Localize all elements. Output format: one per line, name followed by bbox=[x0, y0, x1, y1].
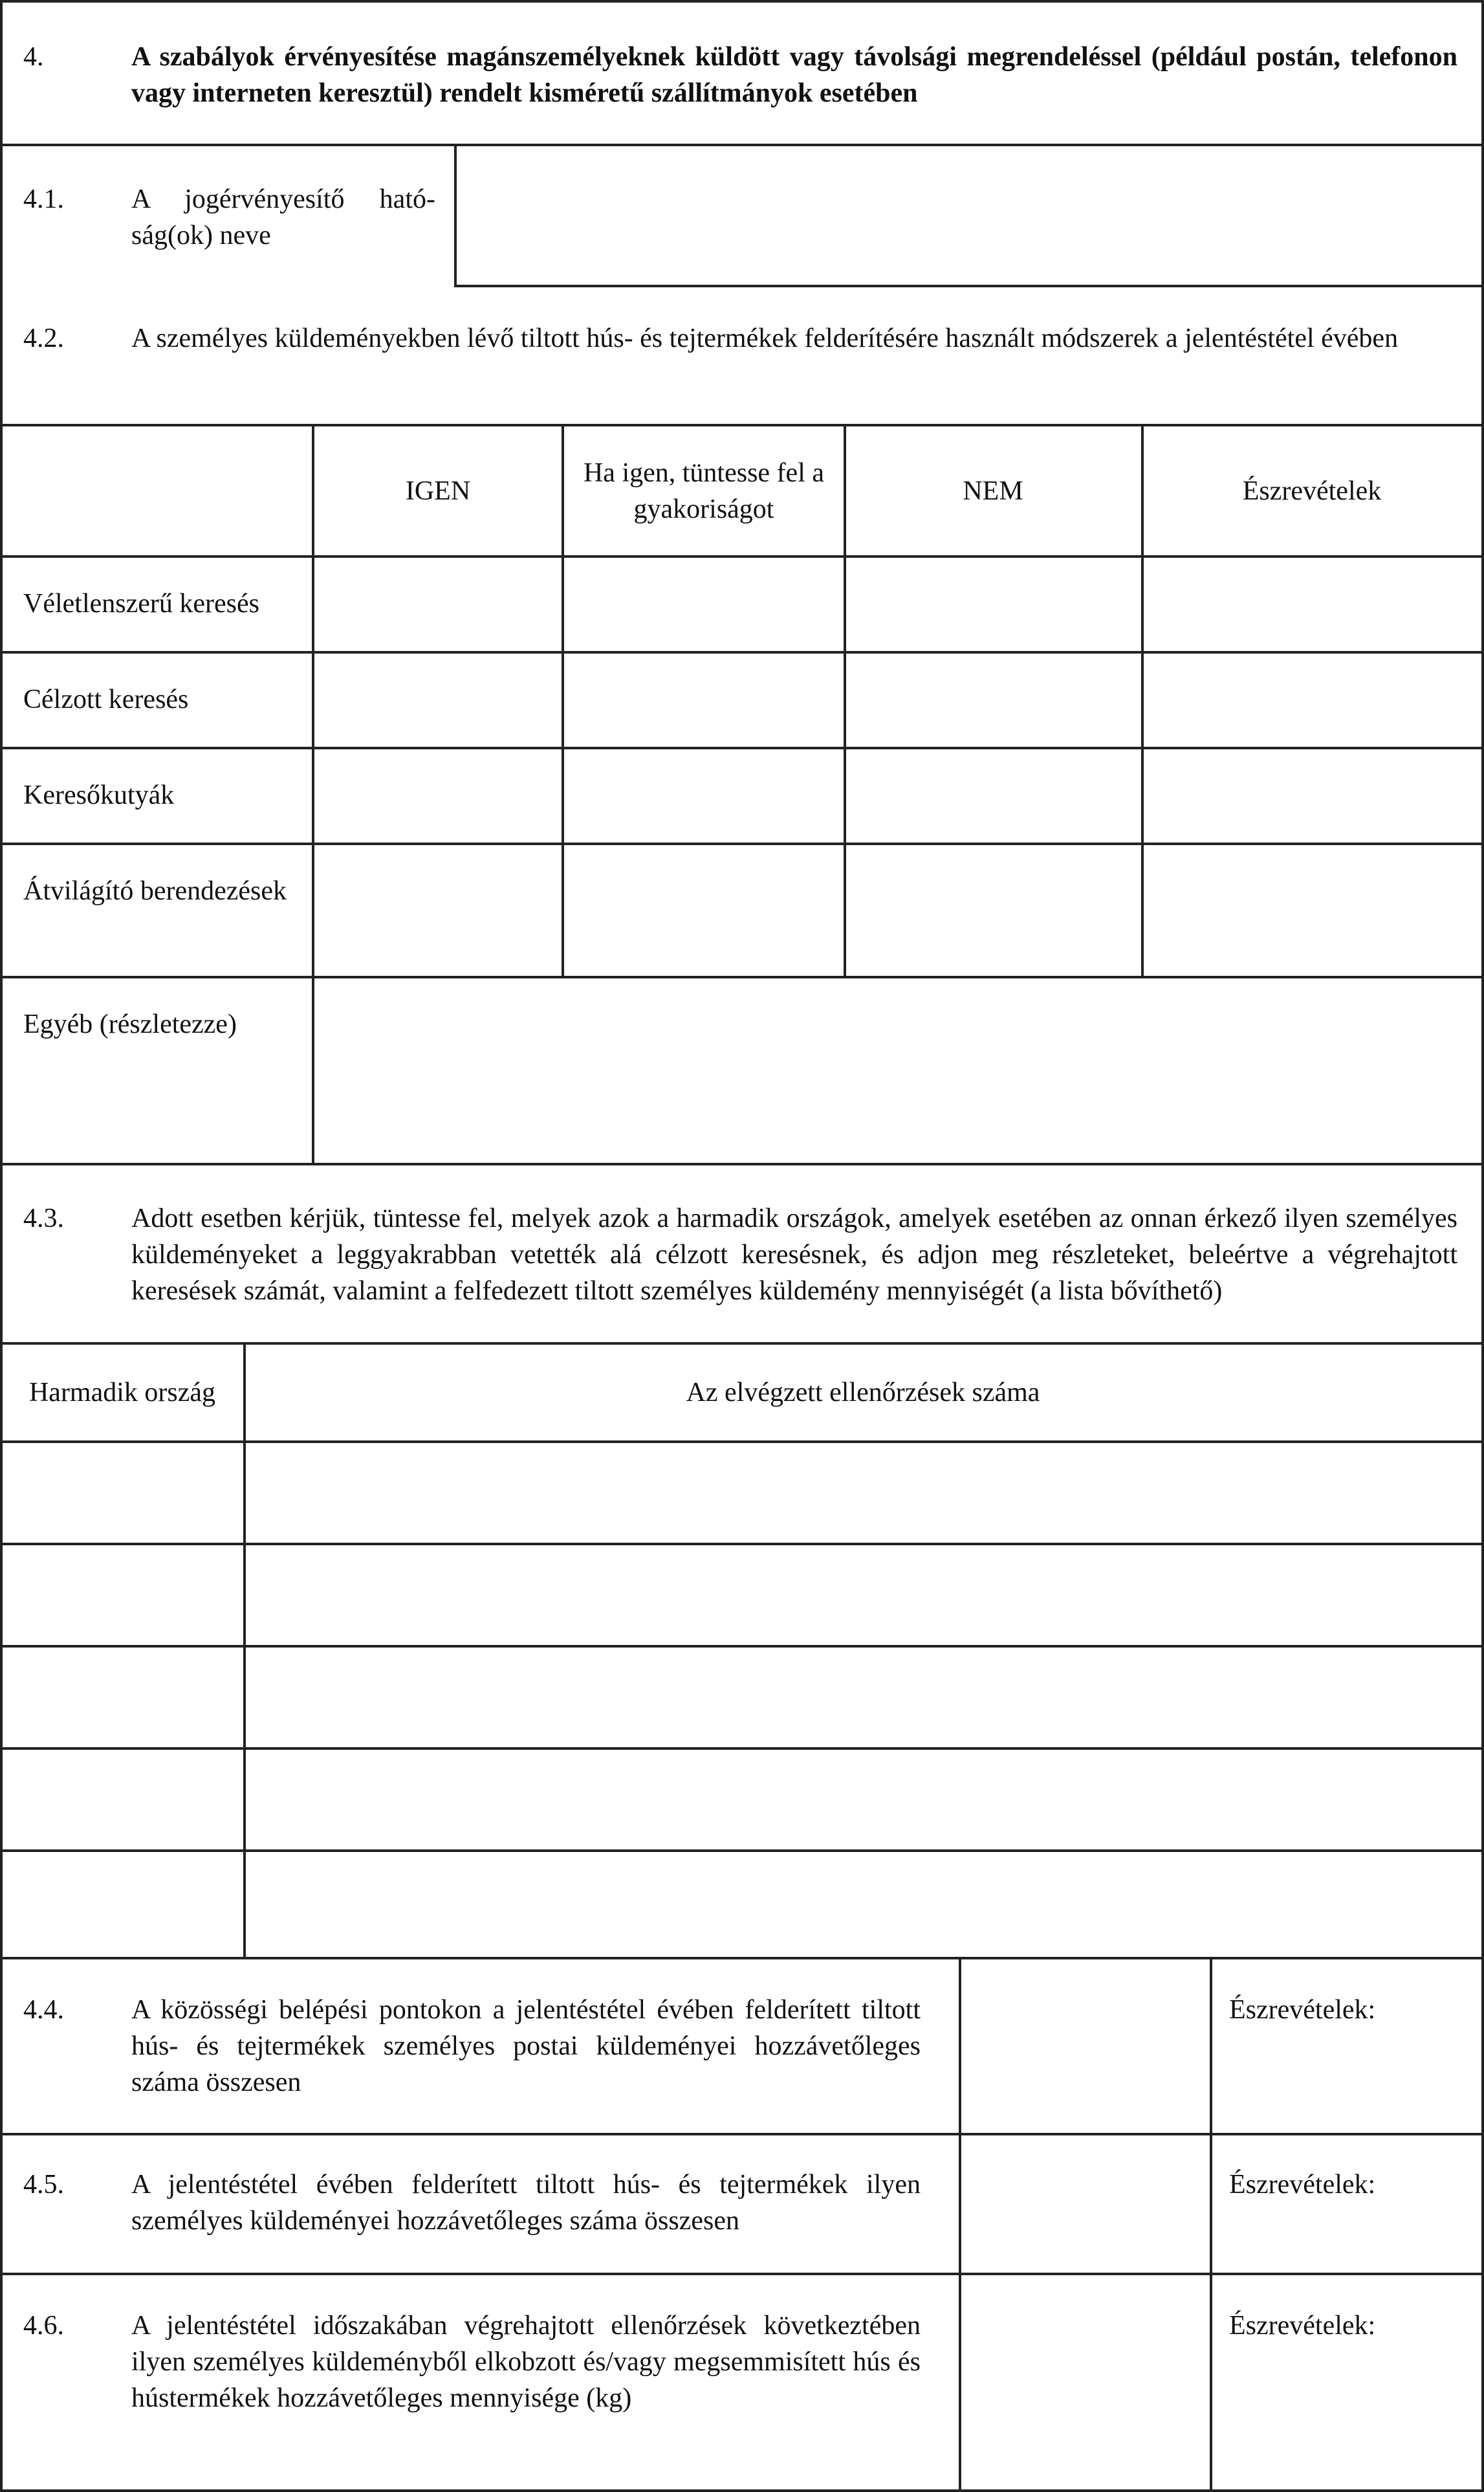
country-cell-2[interactable] bbox=[3, 1547, 242, 1644]
section-4-4-number: 4.4. bbox=[23, 1995, 64, 2025]
divider bbox=[0, 747, 1484, 749]
cell-targeted-frequency[interactable] bbox=[565, 655, 842, 745]
checks-cell-2[interactable] bbox=[247, 1547, 1480, 1644]
cell-dogs-yes[interactable] bbox=[316, 751, 560, 841]
section-4-title: A szabályok érvényesítése magánszemélyeknek küldött vagy távolsági megrendeléssel (például postán, telefonon vagy interneten keresztül) rendelt kisméretű szállítmányok esetében bbox=[131, 42, 1457, 108]
header-third-country: Harmadik ország bbox=[28, 1378, 216, 1407]
section-4-6-remarks-label: Észrevételek: bbox=[1229, 2311, 1376, 2341]
top-border bbox=[0, 0, 1484, 3]
section-4-5-text: A jelentéstétel évében felderített tiltott hús- és tejtermékek ilyen személyes küldeményei hozzávetőleges száma összesen bbox=[131, 2170, 921, 2236]
header-checks-count: Az elvégzett ellenőrzések száma bbox=[686, 1378, 1040, 1407]
cell-random-yes[interactable] bbox=[316, 559, 560, 650]
divider bbox=[0, 1957, 1484, 1959]
divider bbox=[562, 424, 564, 977]
cell-targeted-yes[interactable] bbox=[316, 655, 560, 745]
section-4-6-number: 4.6. bbox=[23, 2311, 64, 2341]
section-4-5-number: 4.5. bbox=[23, 2170, 64, 2200]
cell-random-frequency[interactable] bbox=[565, 559, 842, 650]
header-no: NEM bbox=[963, 476, 1023, 506]
divider bbox=[0, 1849, 1484, 1852]
authority-name-label: A jogérvényesítő hatóság(ok) neve bbox=[131, 184, 435, 250]
row-other: Egyéb (részletezze) bbox=[23, 1009, 237, 1039]
divider bbox=[0, 144, 1484, 146]
cell-other-details[interactable] bbox=[316, 980, 1480, 1161]
cell-scanning-no[interactable] bbox=[847, 846, 1140, 975]
section-4-4-text: A közösségi belépési pontokon a jelentéstétel évében felderített tiltott hús- és tejtermékek személyes postai küldeményei hozzávetőleges száma összesen bbox=[131, 1995, 921, 2097]
cell-scanning-frequency[interactable] bbox=[565, 846, 842, 975]
postal-consignments-count-field[interactable] bbox=[963, 1961, 1207, 2133]
section-4-2-number: 4.2. bbox=[23, 324, 64, 353]
header-yes: IGEN bbox=[405, 476, 471, 506]
section-4-6-remarks-field[interactable] bbox=[1215, 2348, 1479, 2486]
personal-consignments-count-field[interactable] bbox=[963, 2137, 1207, 2270]
row-random-search: Véletlenszerű keresés bbox=[23, 589, 259, 619]
section-4-6-text: A jelentéstétel időszakában végrehajtott ellenőrzések következtében ilyen személyes küldeményből elkobzott és/vagy megsemmisített hús és hústermékek hozzávetőleges mennyisége (kg) bbox=[131, 2311, 921, 2413]
divider bbox=[0, 1645, 1484, 1648]
divider bbox=[959, 1958, 961, 2491]
divider bbox=[0, 1747, 1484, 1750]
divider bbox=[0, 651, 1484, 654]
bottom-border bbox=[0, 2489, 1484, 2492]
country-cell-4[interactable] bbox=[3, 1751, 242, 1848]
section-4-4-remarks-label: Észrevételek: bbox=[1229, 1995, 1376, 2025]
section-4-4-remarks-field[interactable] bbox=[1215, 2032, 1479, 2129]
divider bbox=[0, 976, 1484, 978]
confiscated-quantity-field[interactable] bbox=[963, 2277, 1207, 2487]
section-4-3-number: 4.3. bbox=[23, 1204, 64, 1233]
divider bbox=[0, 1543, 1484, 1545]
divider bbox=[0, 1440, 1484, 1443]
header-remarks: Észrevételek bbox=[1242, 476, 1382, 506]
left-border bbox=[0, 0, 3, 2492]
cell-dogs-no[interactable] bbox=[847, 751, 1140, 841]
cell-dogs-remarks[interactable] bbox=[1145, 751, 1480, 841]
divider bbox=[454, 145, 457, 286]
right-border bbox=[1481, 0, 1484, 2492]
row-scanning-equipment: Átvilágító berendezések bbox=[23, 876, 287, 906]
header-frequency: Ha igen, tüntesse fel a gyakoriságot bbox=[583, 458, 825, 524]
cell-random-no[interactable] bbox=[847, 559, 1140, 650]
checks-cell-4[interactable] bbox=[247, 1751, 1480, 1848]
country-cell-3[interactable] bbox=[3, 1649, 242, 1746]
cell-dogs-frequency[interactable] bbox=[565, 751, 842, 841]
section-4-number: 4. bbox=[23, 42, 44, 72]
divider bbox=[312, 424, 314, 1164]
divider bbox=[844, 424, 846, 977]
section-4-5-remarks-label: Észrevételek: bbox=[1229, 2170, 1376, 2200]
divider bbox=[0, 1163, 1484, 1165]
cell-random-remarks[interactable] bbox=[1145, 559, 1480, 650]
divider bbox=[243, 1342, 246, 1958]
divider bbox=[0, 555, 1484, 558]
section-4-1-number: 4.1. bbox=[23, 184, 64, 214]
section-4-5-remarks-field[interactable] bbox=[1215, 2207, 1479, 2270]
row-sniffer-dogs: Keresőkutyák bbox=[23, 780, 175, 810]
country-cell-5[interactable] bbox=[3, 1853, 242, 1956]
row-targeted-search: Célzott keresés bbox=[23, 685, 189, 714]
section-4-2-text: A személyes küldeményekben lévő tiltott hús- és tejtermékek felderítésére használt módszerek a jelentéstétel évében bbox=[131, 324, 1399, 353]
divider bbox=[0, 2273, 1484, 2275]
divider bbox=[1210, 1958, 1212, 2491]
section-4-3-text: Adott esetben kérjük, tüntesse fel, melyek azok a harmadik országok, amelyek esetében az onnan érkező ilyen személyes küldeményeket a leggyakrabban vetették alá célzott keresésnek, és adjon meg részleteket, beleértve a végrehajtott keresések számát, valamint a felfedezett tiltott személyes küldemény mennyiségét (a lista bővíthető) bbox=[131, 1204, 1457, 1306]
cell-targeted-remarks[interactable] bbox=[1145, 655, 1480, 745]
checks-cell-1[interactable] bbox=[247, 1444, 1480, 1541]
cell-targeted-no[interactable] bbox=[847, 655, 1140, 745]
cell-scanning-remarks[interactable] bbox=[1145, 846, 1480, 975]
divider bbox=[0, 2133, 1484, 2135]
checks-cell-3[interactable] bbox=[247, 1649, 1480, 1746]
checks-cell-5[interactable] bbox=[247, 1853, 1480, 1956]
cell-scanning-yes[interactable] bbox=[316, 846, 560, 975]
divider bbox=[1141, 424, 1144, 977]
divider bbox=[0, 843, 1484, 845]
country-cell-1[interactable] bbox=[3, 1444, 242, 1541]
authority-name-field[interactable] bbox=[458, 148, 1479, 283]
divider bbox=[454, 285, 1483, 287]
